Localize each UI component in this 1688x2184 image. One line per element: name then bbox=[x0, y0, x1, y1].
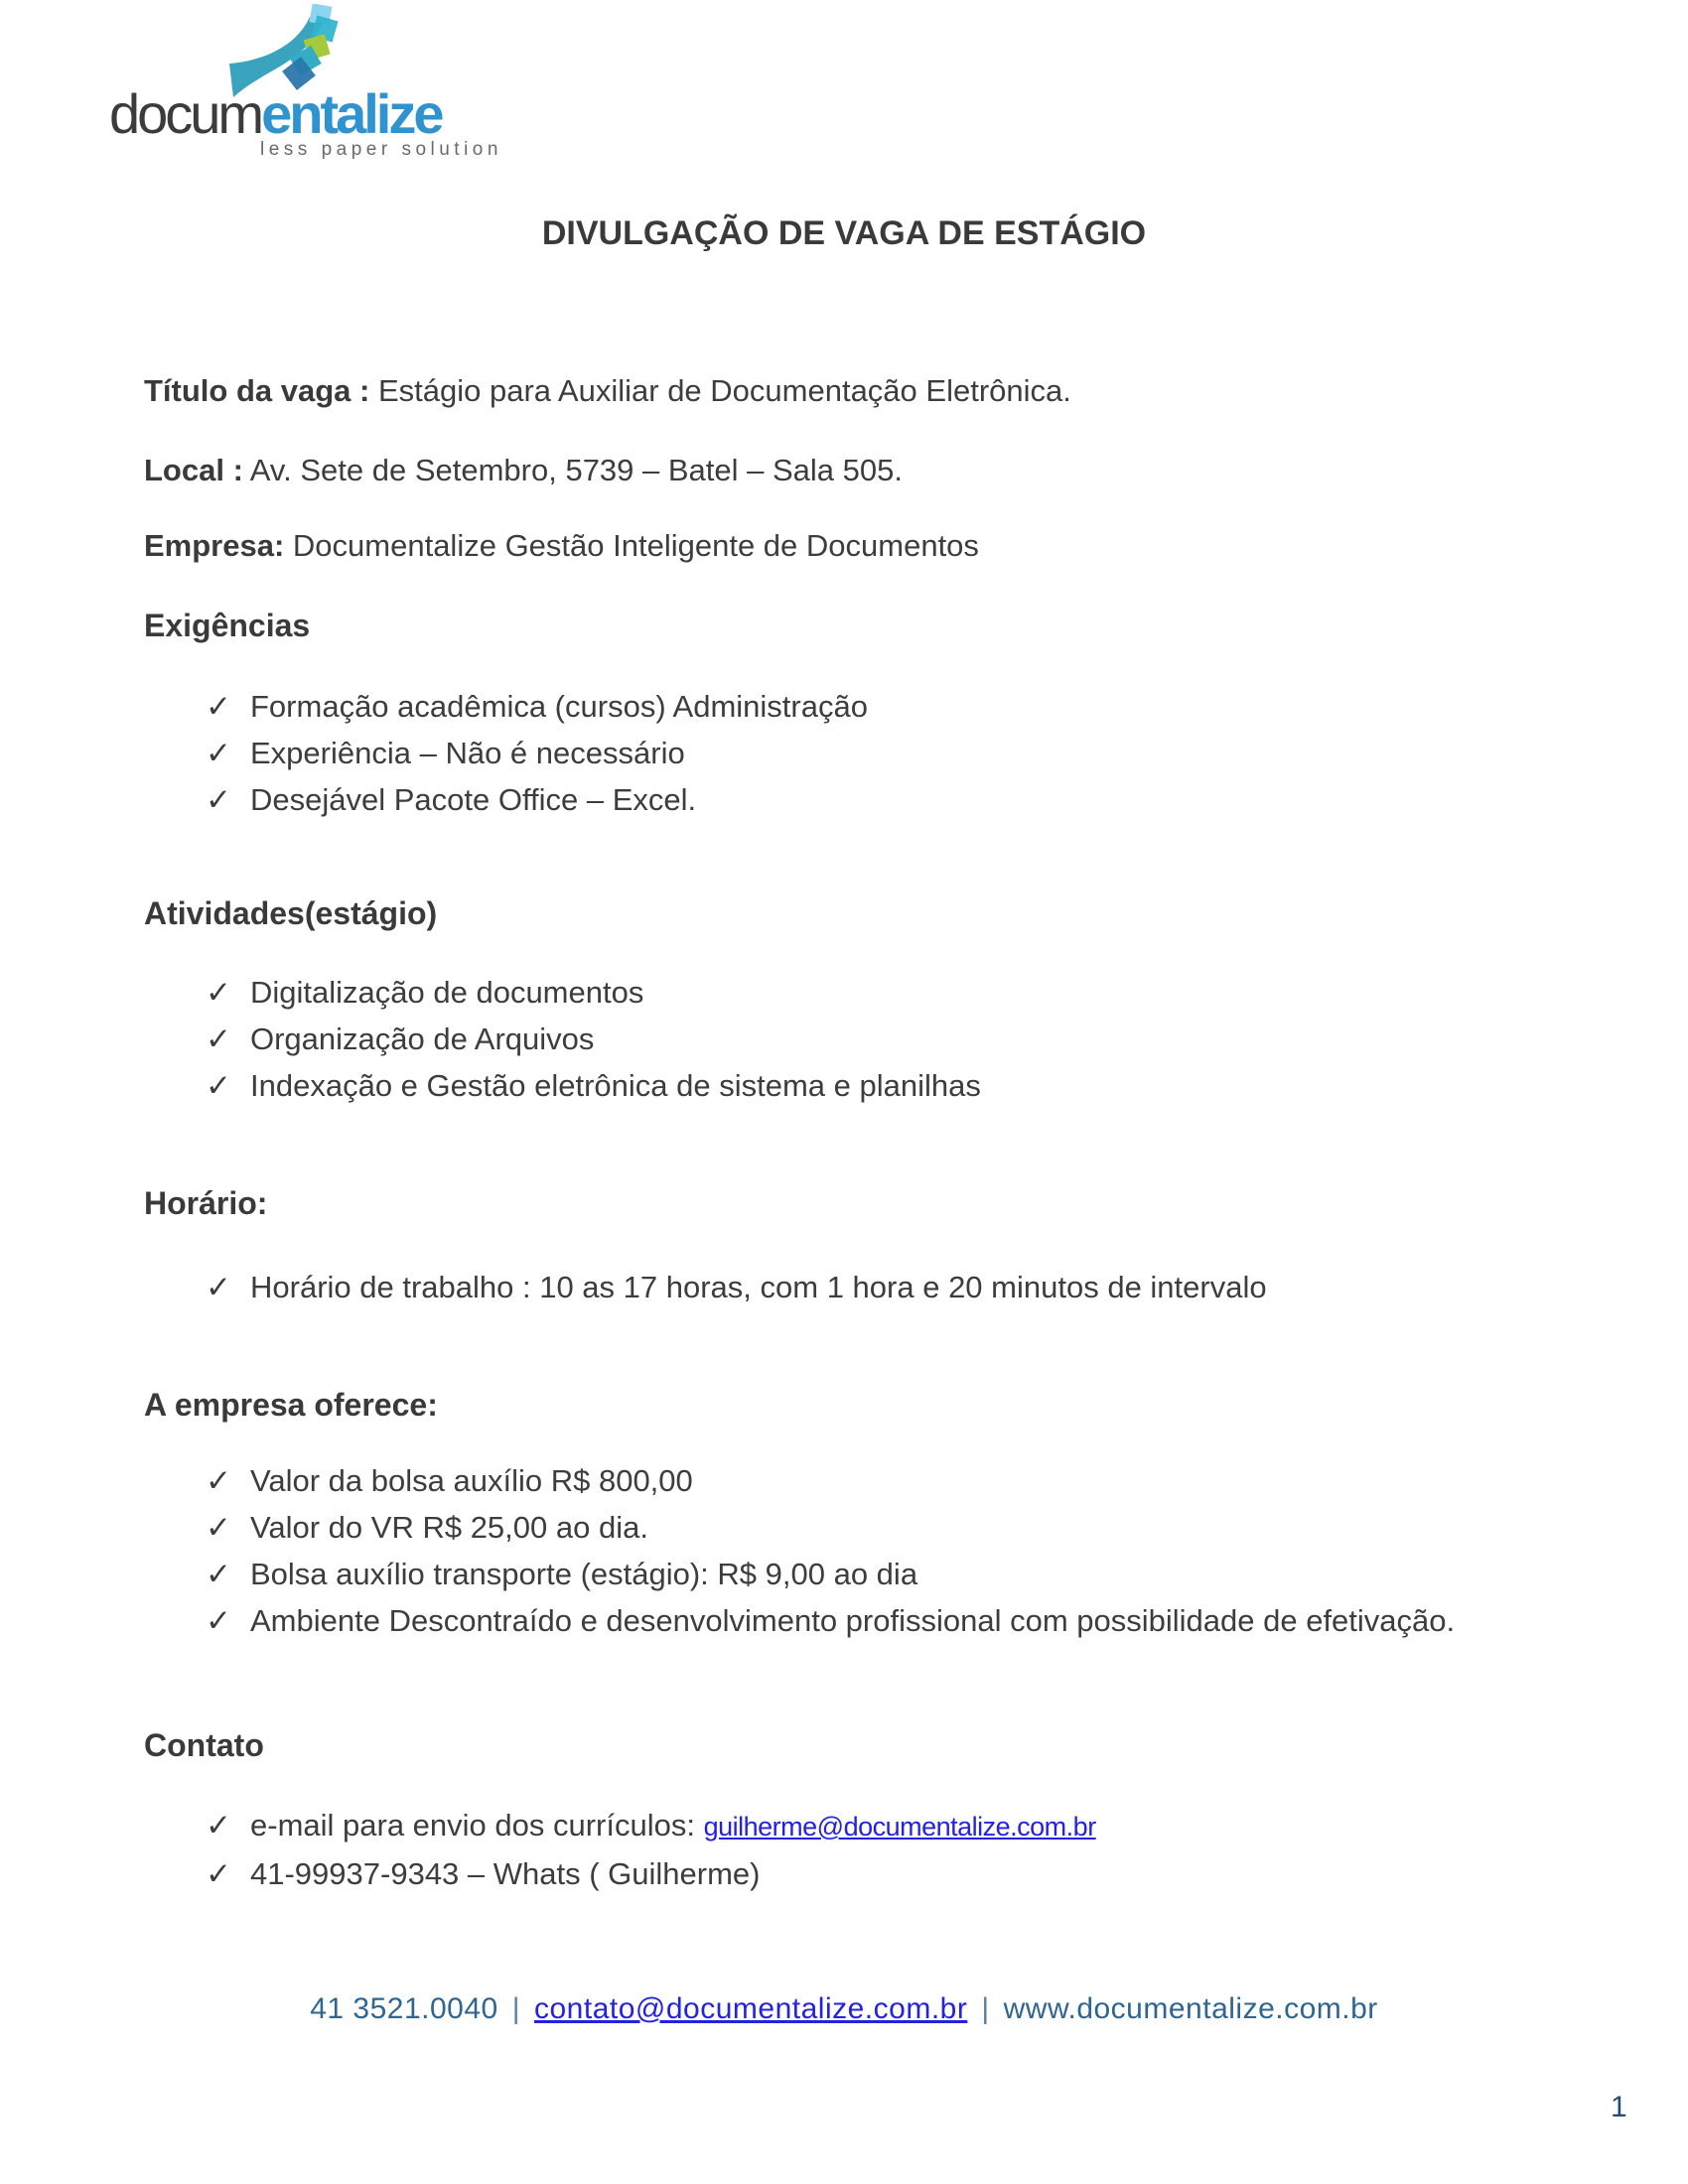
list-item-text: Ambiente Descontraído e desenvolvimento profissional com possibilidade de efetivação. bbox=[250, 1603, 1456, 1638]
footer-email-link[interactable]: contato@documentalize.com.br bbox=[534, 1992, 968, 2025]
email-prefix-text: e-mail para envio dos currículos: bbox=[250, 1808, 704, 1843]
checkmark-icon: ✓ bbox=[206, 1270, 231, 1304]
page-title: DIVULGAÇÃO DE VAGA DE ESTÁGIO bbox=[541, 214, 1147, 252]
list-item-text: Organização de Arquivos bbox=[250, 1022, 595, 1056]
brand-tagline: less paper solution bbox=[260, 139, 502, 160]
list-item-email bbox=[144, 1802, 1096, 1850]
section-heading-contato: Contato bbox=[144, 1727, 264, 1763]
list-item bbox=[144, 1457, 1455, 1504]
footer-phone: 41 3521.0040 bbox=[310, 1992, 498, 2025]
company-line bbox=[144, 526, 979, 566]
list-horario bbox=[144, 1264, 1267, 1310]
section-heading-empresa-oferece: A empresa oferece: bbox=[144, 1387, 438, 1423]
company-label: Empresa: bbox=[144, 528, 285, 563]
brand-wordmark bbox=[109, 82, 442, 145]
list-item-text: Desejável Pacote Office – Excel. bbox=[250, 782, 697, 817]
list-item bbox=[144, 683, 868, 730]
checkmark-icon: ✓ bbox=[206, 736, 231, 770]
checkmark-icon: ✓ bbox=[206, 1510, 231, 1545]
company-value: Documentalize Gestão Inteligente de Documentos bbox=[284, 528, 979, 563]
list-empresa-oferece bbox=[144, 1457, 1455, 1644]
list-item bbox=[144, 1504, 1455, 1551]
list-item bbox=[144, 730, 868, 776]
brand-prefix: docum bbox=[109, 82, 262, 145]
list-exigencias bbox=[144, 683, 868, 823]
footer bbox=[0, 1989, 1688, 2029]
list-item-text: Valor da bolsa auxílio R$ 800,00 bbox=[250, 1463, 693, 1498]
list-atividades bbox=[144, 969, 981, 1109]
checkmark-icon: ✓ bbox=[206, 1463, 231, 1498]
checkmark-icon: ✓ bbox=[206, 975, 231, 1010]
list-item-text: Digitalização de documentos bbox=[250, 975, 644, 1010]
section-heading-exigencias: Exigências bbox=[144, 608, 311, 643]
checkmark-icon: ✓ bbox=[206, 1068, 231, 1103]
list-item bbox=[144, 969, 981, 1016]
checkmark-icon: ✓ bbox=[206, 1557, 231, 1591]
page-number: 1 bbox=[1611, 2091, 1627, 2123]
job-title-label: Título da vaga : bbox=[144, 373, 370, 408]
list-item-whatsapp bbox=[144, 1850, 1096, 1897]
footer-separator: | bbox=[981, 1992, 990, 2025]
section-heading-atividades: Atividades(estágio) bbox=[144, 895, 438, 931]
checkmark-icon: ✓ bbox=[206, 689, 231, 724]
footer-website: www.documentalize.com.br bbox=[1003, 1992, 1378, 2025]
checkmark-icon: ✓ bbox=[206, 1856, 231, 1891]
checkmark-icon: ✓ bbox=[206, 782, 231, 817]
checkmark-icon: ✓ bbox=[206, 1603, 231, 1638]
list-item-text: Valor do VR R$ 25,00 ao dia. bbox=[250, 1510, 648, 1545]
list-item bbox=[144, 1551, 1455, 1597]
list-item-text: Formação acadêmica (cursos) Administração bbox=[250, 689, 868, 724]
brand-logo bbox=[109, 6, 502, 165]
list-item bbox=[144, 1597, 1455, 1644]
list-item bbox=[144, 1264, 1267, 1310]
list-contato bbox=[144, 1802, 1096, 1897]
footer-separator: | bbox=[511, 1992, 520, 2025]
list-item-text: Bolsa auxílio transporte (estágio): R$ 9,00 ao dia bbox=[250, 1557, 918, 1591]
job-title-line bbox=[144, 371, 1071, 411]
brand-suffix: entalize bbox=[261, 82, 442, 145]
location-label: Local : bbox=[144, 453, 243, 487]
list-item bbox=[144, 1016, 981, 1062]
list-item-text: Indexação e Gestão eletrônica de sistema e planilhas bbox=[250, 1068, 981, 1103]
list-item-text: Horário de trabalho : 10 as 17 horas, com 1 hora e 20 minutos de intervalo bbox=[250, 1270, 1267, 1304]
section-heading-horario: Horário: bbox=[144, 1185, 268, 1221]
location-value: Av. Sete de Setembro, 5739 – Batel – Sala 505. bbox=[242, 453, 903, 487]
list-item bbox=[144, 776, 868, 823]
checkmark-icon: ✓ bbox=[206, 1808, 231, 1843]
list-item bbox=[144, 1062, 981, 1109]
job-title-value: Estágio para Auxiliar de Documentação Eletrônica. bbox=[369, 373, 1071, 408]
list-item-text: Experiência – Não é necessário bbox=[250, 736, 685, 770]
curriculum-email-link[interactable]: guilherme@documentalize.com.br bbox=[703, 1812, 1096, 1842]
location-line bbox=[144, 451, 903, 490]
checkmark-icon: ✓ bbox=[206, 1022, 231, 1056]
whatsapp-number-text: 41-99937-9343 – Whats ( Guilherme) bbox=[250, 1856, 761, 1891]
